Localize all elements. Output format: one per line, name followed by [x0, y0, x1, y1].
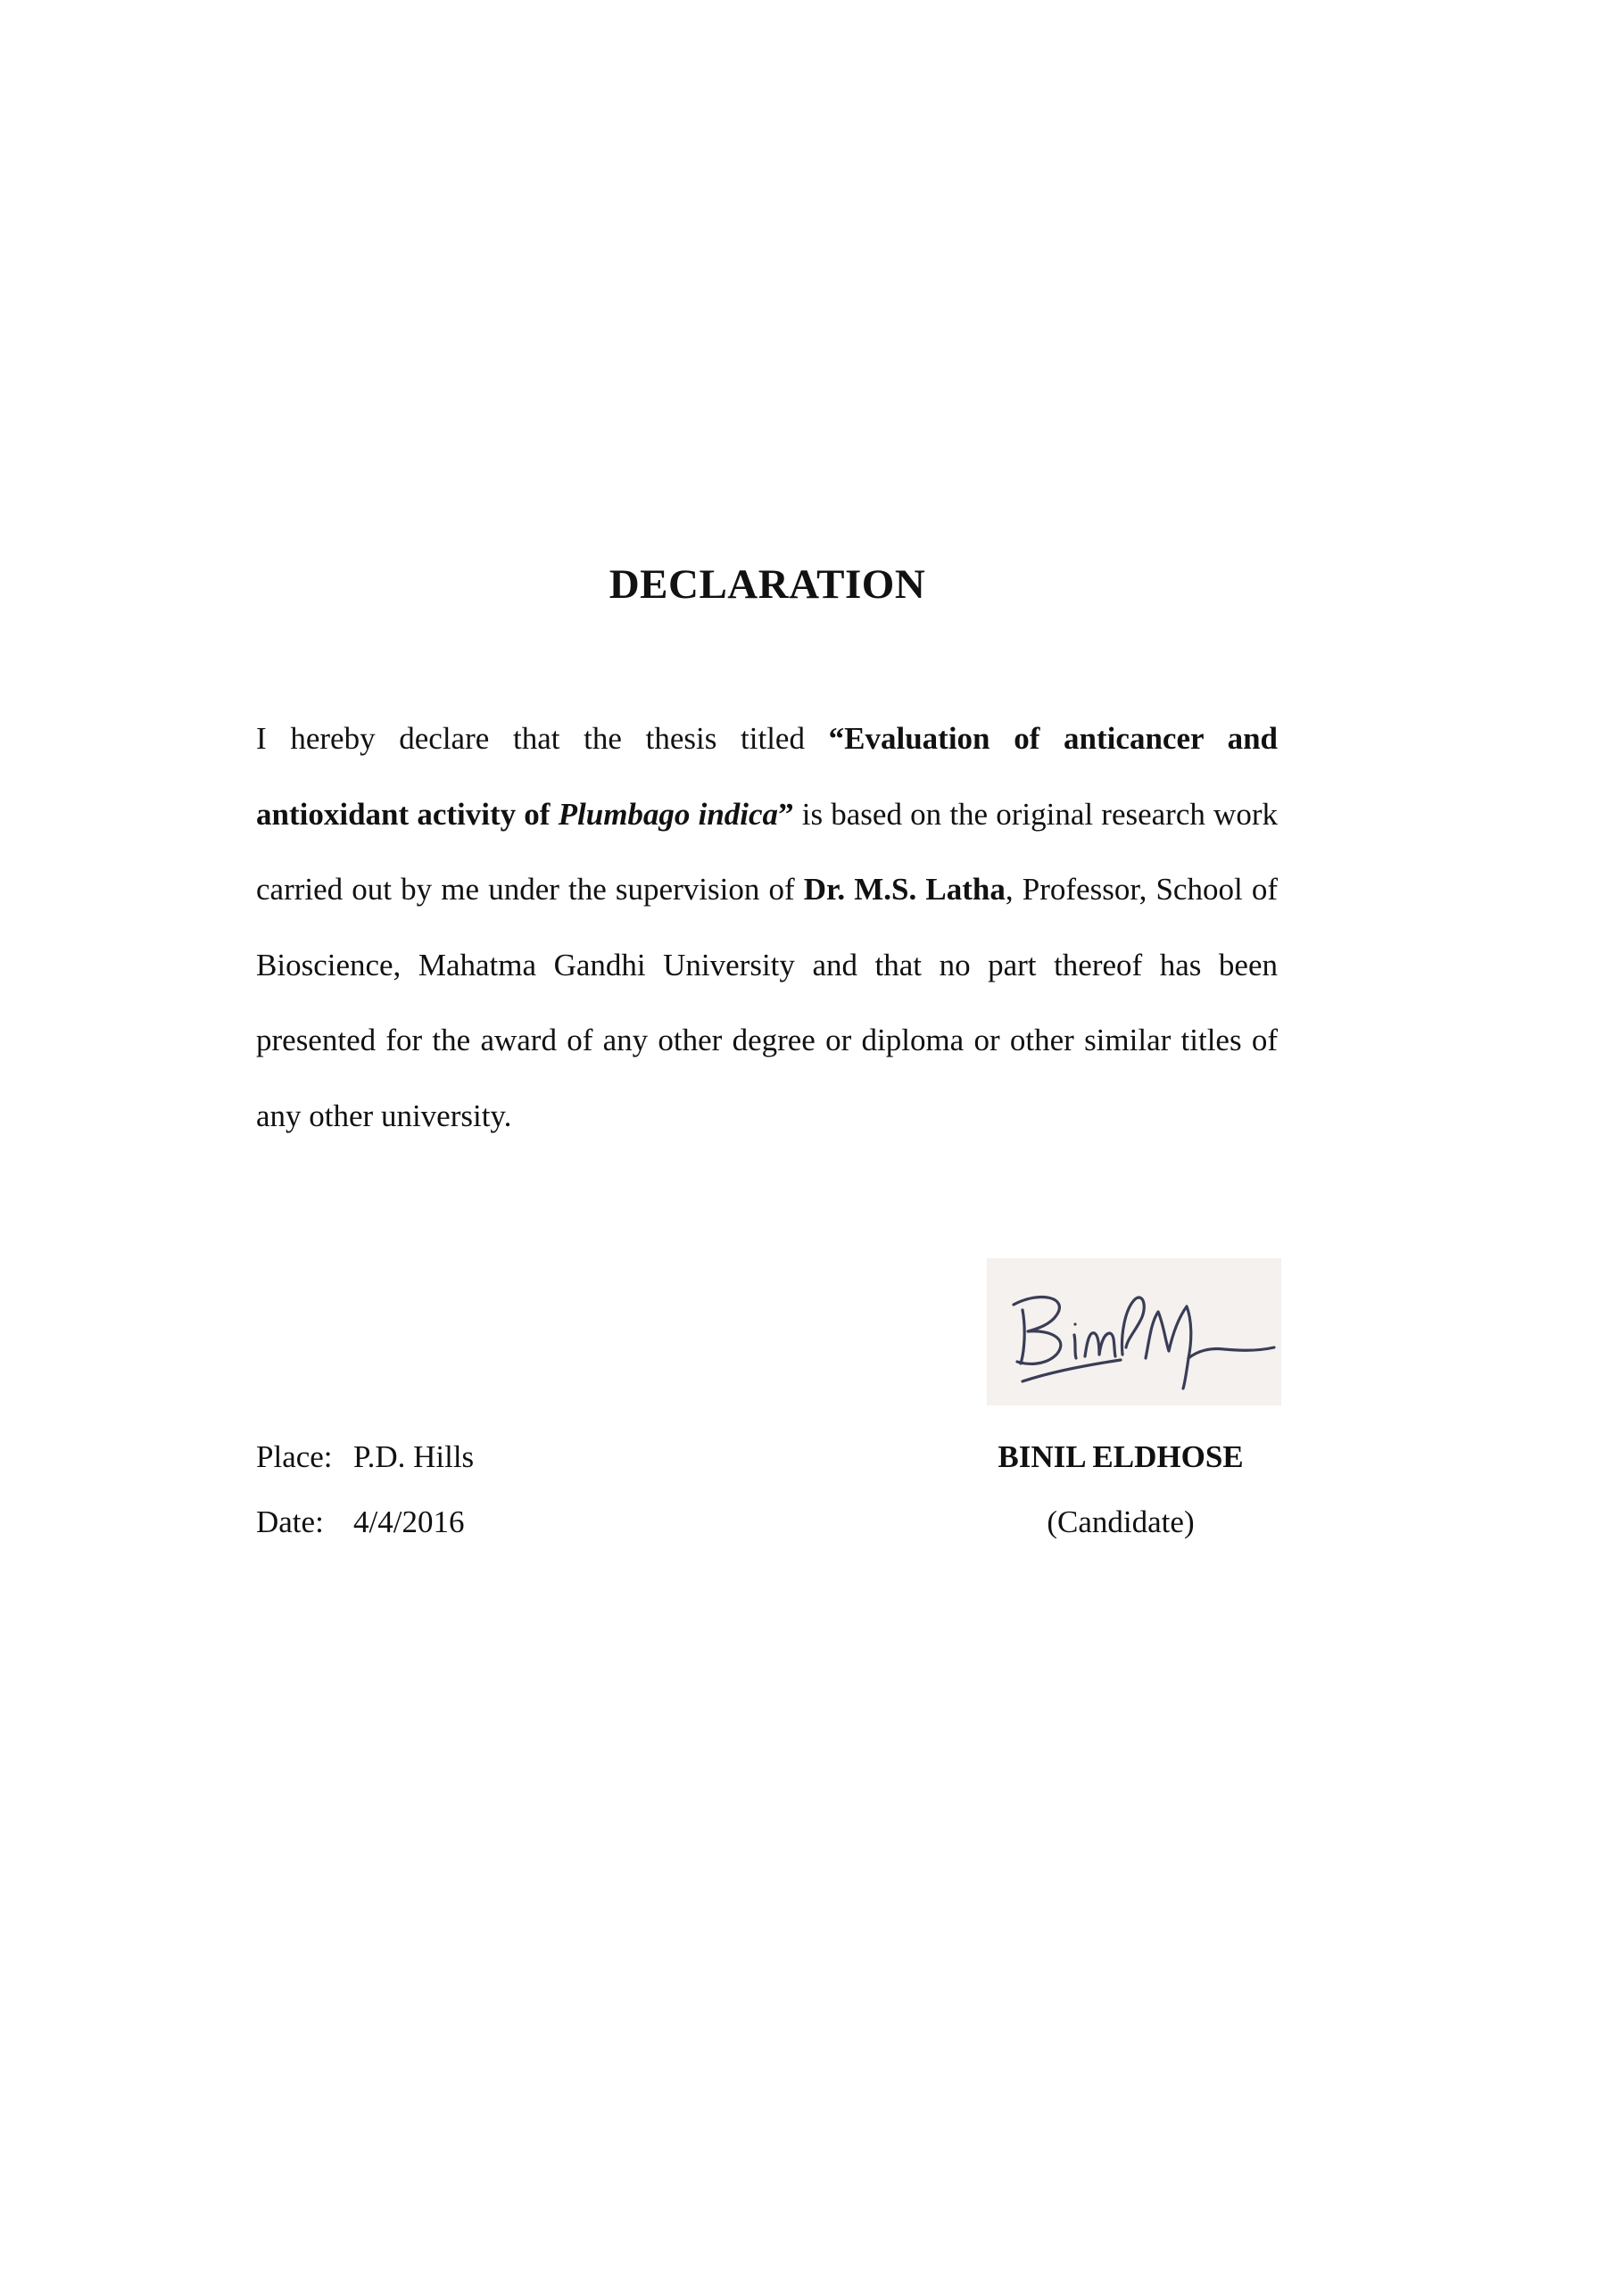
declaration-intro: I hereby declare that the thesis titled — [256, 721, 829, 756]
signature-image — [987, 1258, 1281, 1405]
place-value: P.D. Hills — [353, 1439, 475, 1474]
candidate-role: (Candidate) — [1047, 1504, 1195, 1539]
declaration-body: is based on the original research work carried out by me under the supervision of — [256, 796, 1278, 907]
page-title: DECLARATION — [609, 561, 926, 608]
place-label: Place: — [256, 1439, 333, 1474]
date-label: Date: — [256, 1504, 324, 1539]
candidate-name: BINIL ELDHOSE — [998, 1439, 1244, 1474]
thesis-species: Plumbago indica — [558, 796, 779, 832]
declaration-paragraph — [256, 701, 1278, 1154]
thesis-close-quote: ” — [778, 796, 794, 832]
signature-icon — [987, 1258, 1281, 1405]
date-value: 4/4/2016 — [353, 1504, 465, 1539]
thesis-title-text: “Evaluation of anticancer and antioxidant activity of — [256, 721, 1278, 832]
supervisor-name: Dr. M.S. Latha — [803, 872, 1006, 907]
declaration-closing: , Professor, School of Bioscience, Mahatma Gandhi University and that no part thereof has been presented for the award of any other degree or diploma or other similar titles of any other university. — [256, 872, 1278, 1133]
